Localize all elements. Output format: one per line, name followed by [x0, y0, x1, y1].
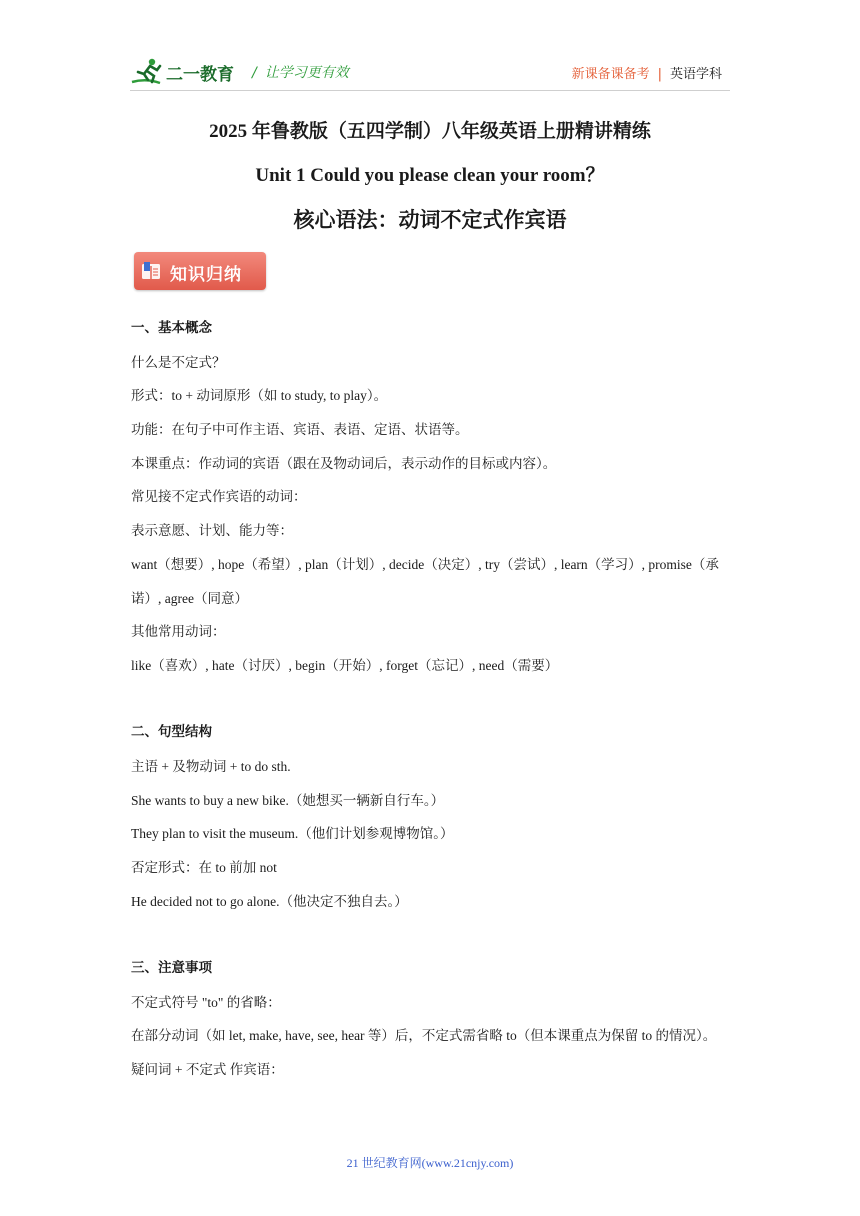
section-heading-notes: 三、注意事项: [131, 960, 212, 977]
text-line: 表示意愿、计划、能力等：: [131, 523, 293, 539]
header-separator: |: [657, 67, 662, 82]
text-line: 本课重点：作动词的宾语（跟在及物动词后，表示动作的目标或内容）。: [131, 455, 557, 471]
section-heading-basic-concepts: 一、基本概念: [131, 320, 212, 336]
page-header: [130, 56, 730, 90]
runner-logo-icon: [130, 56, 242, 88]
logo: [130, 56, 242, 88]
header-course-info: [572, 63, 722, 82]
text-line: 不定式符号 "to" 的省略：: [131, 994, 281, 1010]
verb-list-line: like（喜欢）, hate（讨厌）, begin（开始）, forget（忘记）, need（需要）: [131, 657, 559, 673]
svg-text:二一教育: 二一教育: [166, 65, 234, 85]
slogan-text: 让学习更有效: [264, 65, 349, 81]
document-title: 2025 年鲁教版（五四学制）八年级英语上册精讲精练: [209, 121, 651, 142]
course-label: 新课备课备考: [571, 67, 650, 82]
spacer: [131, 918, 731, 952]
text-line: 形式：to + 动词原形（如 to study, to play）。: [131, 388, 388, 404]
verb-list-line: want（想要）, hope（希望）, plan（计划）, decide（决定）, try（尝试）, learn（学习）, promise（承诺）, agree（同意）: [131, 556, 719, 606]
example-sentence: She wants to buy a new bike.（她想买一辆新自行车。）: [131, 792, 445, 808]
document-body: [131, 312, 731, 1087]
text-line: 主语 + 及物动词 + to do sth.: [131, 758, 291, 774]
slogan: [252, 62, 349, 82]
text-line: 疑问词 + 不定式 作宾语：: [131, 1062, 284, 1078]
book-icon: [140, 260, 162, 282]
section-heading-sentence-structure: 二、句型结构: [131, 724, 212, 741]
example-sentence: They plan to visit the museum.（他们计划参观博物馆。）: [131, 826, 454, 842]
subject-label: 英语学科: [669, 67, 722, 82]
unit-title: Unit 1 Could you please clean your room？: [255, 165, 605, 186]
header-divider: [130, 90, 730, 91]
spacer: [131, 683, 731, 717]
text-line: 否定形式：在 to 前加 not: [131, 860, 277, 876]
badge-label: 知识归纳: [170, 265, 242, 285]
text-line: 其他常用动词：: [131, 624, 226, 640]
text-line: 什么是不定式？: [131, 354, 226, 370]
page-footer: 21 世纪教育网(www.21cnjy.com): [346, 1156, 514, 1170]
text-line: 在部分动词（如 let, make, have, see, hear 等）后，不定式需省略 to（但本课重点为保留 to 的情况）。: [131, 1028, 717, 1044]
knowledge-summary-badge: [134, 252, 266, 290]
example-sentence: He decided not to go alone.（他决定不独自去。）: [131, 893, 408, 909]
slogan-divider: /: [252, 65, 257, 81]
text-line: 常见接不定式作宾语的动词：: [131, 489, 307, 505]
text-line: 功能：在句子中可作主语、宾语、表语、定语、状语等。: [131, 422, 469, 438]
topic-title: 核心语法：动词不定式作宾语: [293, 208, 567, 232]
